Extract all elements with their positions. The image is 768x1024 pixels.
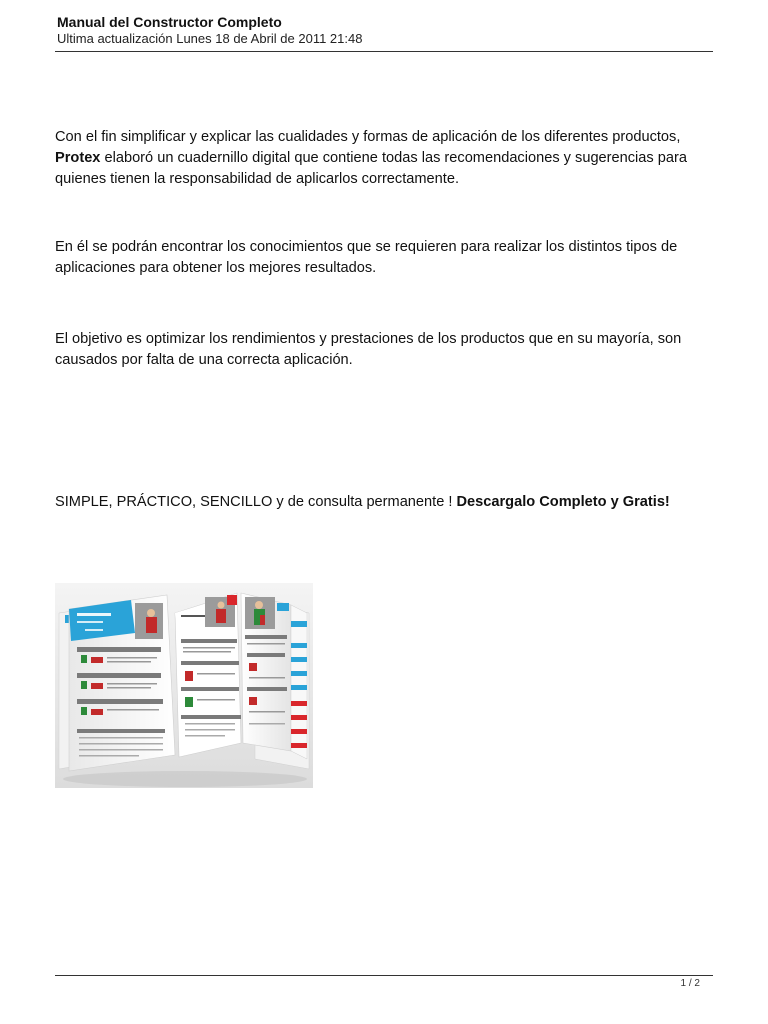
document-header [57, 13, 712, 47]
last-updated: Ultima actualización Lunes 18 de Abril de 2011 21:48 [57, 31, 363, 46]
paragraph-objective: El objetivo es optimizar los rendimientos y prestaciones de los productos que en su mayoría, son causados por falta de una correcta aplicación. [55, 331, 682, 368]
document-title: Manual del Constructor Completo [57, 14, 282, 30]
header-divider [55, 51, 713, 52]
intro-text-end: elaboró un cuadernillo digital que contiene todas las recomendaciones y sugerencias para quienes tienen la responsabilidad de aplicarlos correctamente. [55, 150, 687, 187]
brochure-illustration [55, 583, 313, 788]
page-number: 1 / 2 [680, 978, 700, 989]
download-link[interactable]: Descargalo Completo y Gratis! [456, 494, 670, 510]
footer-divider [55, 975, 713, 976]
paragraph-knowledge: En él se podrán encontrar los conocimientos que se requieren para realizar los distintos tipos de aplicaciones para obtener los mejores resultados. [55, 239, 678, 276]
paragraph-call-to-action [55, 492, 705, 513]
brochure-image [55, 583, 313, 788]
paragraph-intro [55, 127, 705, 190]
intro-text-start: Con el fin simplificar y explicar las cualidades y formas de aplicación de los diferentes productos, [55, 129, 681, 145]
brand-name: Protex [55, 150, 101, 166]
cta-text: SIMPLE, PRÁCTICO, SENCILLO y de consulta permanente ! [55, 494, 457, 510]
